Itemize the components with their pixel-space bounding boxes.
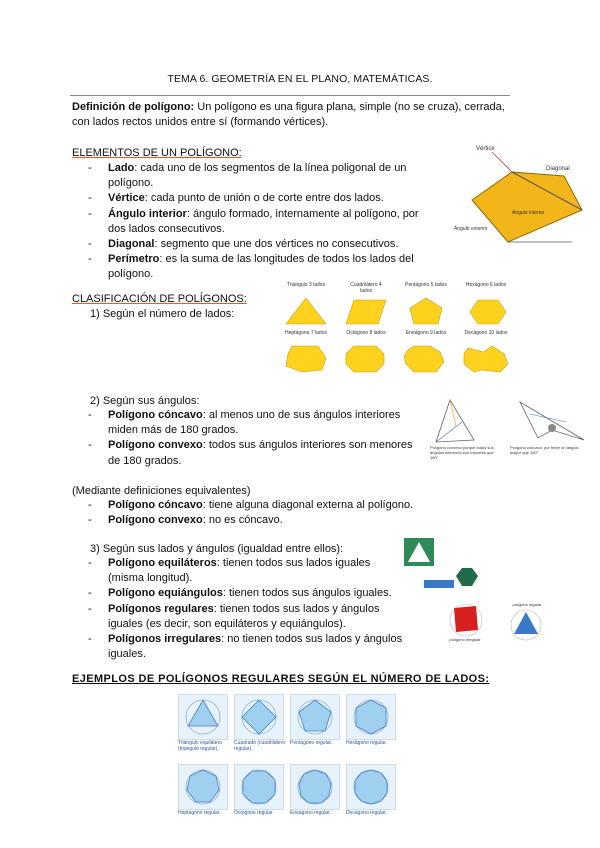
definition-text: Un polígono es una figura plana, simple (no se cruza), cerrada, con lados rectos unidos entre sí (formando vértices). [72, 101, 505, 129]
label-vertice: Vértice [476, 146, 495, 152]
irregular-polygon-figure [446, 600, 488, 640]
list-item: - Perímetro: es la suma de las longitudes de todos los lados del polígono. [86, 252, 430, 282]
concave-caption: Polígono cóncavo: por tener un ángulo mayor que 180° [510, 445, 579, 455]
caption-cuadrilatero: Cuadrilátero 4 lados [350, 282, 382, 294]
tile-square [234, 694, 284, 740]
regular-polygon-figure [508, 608, 544, 642]
caption-eneagono: Eneágono 9 lados [405, 330, 447, 336]
list-item: - Polígono equiángulos: tienen todos sus ángulos iguales. [86, 586, 406, 601]
label-diagonal: Diagonal [546, 166, 570, 172]
examples-heading: EJEMPLOS DE POLÍGONOS REGULARES SEGÚN EL NÚMERO DE LADOS: [72, 673, 490, 685]
hexagon-shape [470, 300, 506, 324]
list-item: - Ángulo interior: ángulo formado, internamente al polígono, por dos lados consecutivos. [86, 207, 430, 237]
list-item: - Lado: cada uno de los segmentos de la línea poligonal de un polígono. [86, 161, 430, 191]
list-item: - Polígono cóncavo: tiene alguna diagonal externa al polígono. [86, 498, 446, 513]
caption-heptagono: Heptágono 7 lados [285, 330, 327, 336]
tile-octagon [234, 764, 284, 810]
polygon-elements-figure [452, 138, 592, 258]
by-sides-angles-label: 3) Según sus lados y ángulos (igualdad entre ellos): [90, 543, 344, 555]
classification-heading: CLASIFICACIÓN DE POLÍGONOS: [72, 293, 247, 305]
list-item: - Polígono cóncavo: al menos uno de sus ángulos interiores miden más de 180 grados. [86, 408, 426, 438]
list-item: - Polígono equiláteros: tienen todos sus lados iguales (misma longitud). [86, 556, 406, 586]
list-item: - Polígono convexo: todos sus ángulos interiores son menores de 180 grados. [86, 438, 426, 468]
tile-heptagon [178, 764, 228, 810]
convex-caption: Polígono convexo porque todos sus ángulos interiores son menores que 180° [430, 445, 494, 460]
decagon-shape [464, 346, 508, 372]
tile-triangle [178, 694, 228, 740]
shapes-row-2 [278, 344, 526, 374]
list-item: - Polígonos regulares: tienen todos sus lados y ángulos iguales (es decir, son equiláteros y equiángulos). [86, 602, 406, 632]
label-angulo-exterior: Ángulo exterior [454, 226, 488, 232]
pentagon-shape [410, 298, 442, 324]
angle-list [86, 408, 426, 469]
regular-caption: polígono regular [512, 602, 542, 607]
triangle-shape [286, 298, 326, 324]
label-angulo-interior: Ángulo interior [512, 210, 545, 216]
concave-polygon-figure [516, 398, 588, 444]
list-item: - Polígono convexo: no es cóncavo. [86, 513, 446, 528]
tile-decagon [346, 764, 396, 810]
caption-pentagono-regular: Pentágono regular. [290, 740, 333, 746]
tile-enneagon [290, 764, 340, 810]
caption-eneagono-regular: Eneágono regular. [290, 810, 331, 816]
caption-decagono-regular: Decágono regular. [346, 810, 387, 816]
caption-triangulo-equilatero: Triángulo equilátero (triángulo regular). [178, 740, 223, 752]
list-item: - Vértice: cada punto de unión o de corte entre dos lados. [86, 191, 430, 206]
shapes-by-sides-grid [278, 282, 526, 374]
tile-pentagon [290, 694, 340, 740]
octagon-shape [346, 346, 384, 372]
caption-octogono-regular: Octógono regular. [234, 810, 274, 816]
list-item: - Diagonal: segmento que une dos vértices no consecutivos. [86, 237, 430, 252]
irregular-caption: polígono irregular [449, 637, 481, 642]
by-sides-label: 1) Según el número de lados: [90, 308, 235, 320]
heptagon-shape [286, 346, 326, 372]
definition-label: Definición de polígono: [72, 101, 195, 113]
tile-hexagon [346, 694, 396, 740]
enneagon-shape [404, 346, 444, 372]
caption-cuadrado: Cuadrado (cuadrilátero regular). [234, 740, 286, 752]
elements-list [86, 161, 430, 282]
caption-hexagono-regular: Hexágono regular. [346, 740, 387, 746]
caption-hexagono: Hexágono 6 lados [465, 282, 507, 288]
equilateral-equiangular-figure [400, 536, 500, 596]
caption-heptagono-regular: Heptágono regular. [178, 810, 221, 816]
title-divider [70, 95, 510, 96]
list-item: - Polígonos irregulares: no tienen todos sus lados y ángulos iguales. [86, 632, 406, 662]
caption-decagono: Decágono 10 lados [464, 330, 508, 336]
caption-triangulo: Triángulo 3 lados [286, 282, 326, 288]
equivalent-heading: (Mediante definiciones equivalentes) [72, 485, 251, 497]
definition-paragraph [72, 100, 517, 130]
equivalent-list [86, 498, 446, 528]
caption-octagono: Octágono 8 lados [346, 330, 386, 336]
sides-angles-list [86, 556, 406, 662]
shapes-row-1 [278, 296, 526, 328]
caption-pentagono: Pentágono 5 lados [405, 282, 447, 288]
by-angles-label: 2) Según sus ángulos: [90, 395, 200, 407]
page-title: TEMA 6. GEOMETRÍA EN EL PLANO, MATEMÁTICAS. [167, 73, 433, 85]
regular-polygons-grid [178, 694, 404, 826]
parallelogram-shape [346, 300, 386, 324]
elements-heading: ELEMENTOS DE UN POLÍGONO: [72, 147, 242, 159]
